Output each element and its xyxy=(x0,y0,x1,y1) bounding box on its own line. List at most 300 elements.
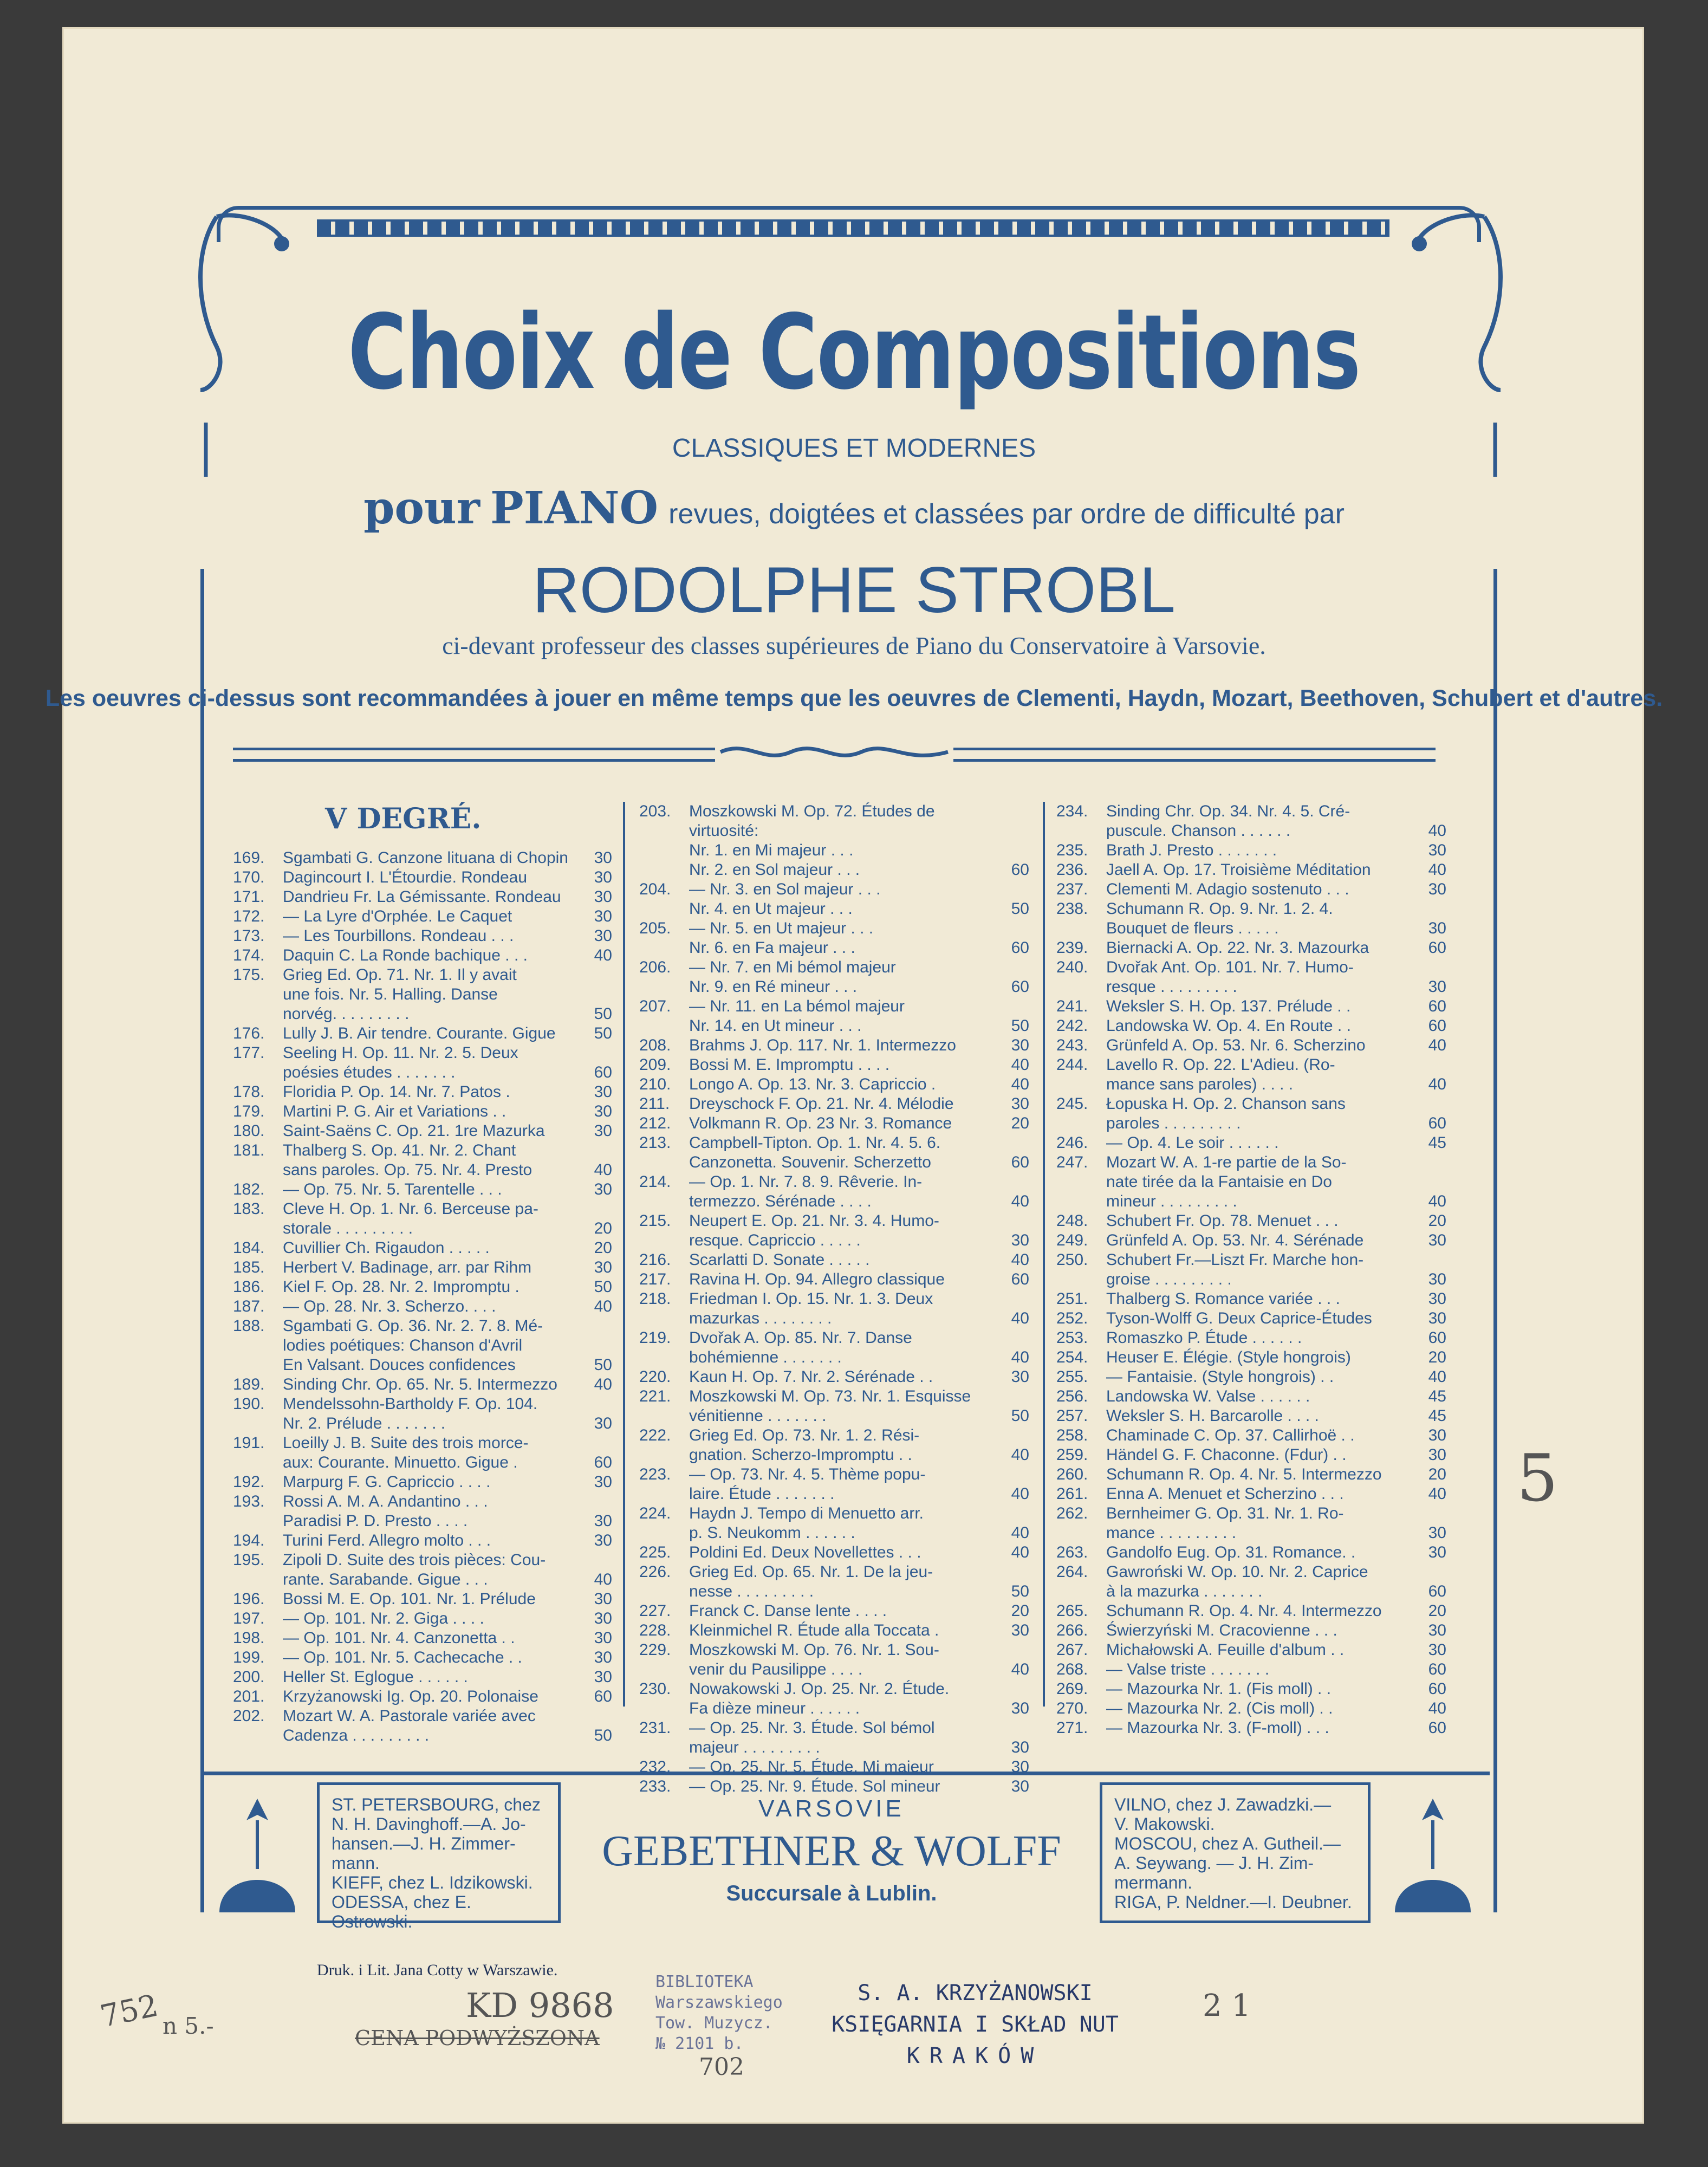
entry-number: 269. xyxy=(1056,1680,1088,1698)
entry-title: Świerzyński M. Cracovienne . . . xyxy=(1106,1621,1337,1639)
catalog-entry xyxy=(1056,997,1446,1016)
entry-number: 193. xyxy=(233,1493,265,1510)
agent-line: V. Makowski. xyxy=(1114,1814,1215,1834)
entry-price: 30 xyxy=(1428,1426,1446,1444)
entry-price xyxy=(997,1718,1029,1738)
catalog-entry xyxy=(639,1153,1029,1172)
entry-number xyxy=(1056,1114,1106,1133)
entry-title: Lully J. B. Air tendre. Courante. Gigue xyxy=(283,1024,556,1042)
catalog-entry xyxy=(1056,802,1446,821)
entry-price xyxy=(1414,1504,1446,1523)
column-separator-2 xyxy=(1043,802,1045,1707)
entry-price: 60 xyxy=(1011,978,1029,996)
entry-number: 190. xyxy=(233,1395,265,1413)
catalog-entry xyxy=(1056,1679,1446,1699)
entry-title: bohémienne . . . . . . . xyxy=(689,1348,842,1366)
catalog-entry xyxy=(639,1738,1029,1757)
entry-title: Daquin C. La Ronde bachique . . . xyxy=(283,946,528,964)
entry-number xyxy=(1056,1075,1106,1094)
entry-price: 40 xyxy=(1428,1699,1446,1717)
entry-number xyxy=(639,841,689,860)
entry-price: 45 xyxy=(1428,1407,1446,1425)
entry-title: Schubert Fr.—Liszt Fr. Marche hon- xyxy=(1106,1251,1364,1269)
entry-price: 45 xyxy=(1428,1134,1446,1152)
catalog-entry xyxy=(233,1024,612,1043)
entry-title: Enna A. Menuet et Scherzino . . . xyxy=(1106,1485,1344,1503)
entry-price: 30 xyxy=(1428,880,1446,898)
entry-price: 30 xyxy=(594,1102,612,1120)
entry-price: 40 xyxy=(1011,1192,1029,1210)
catalog-entry xyxy=(639,1465,1029,1484)
entry-number: 226. xyxy=(639,1563,671,1581)
entry-title: Nr. 4. en Ut majeur . . . xyxy=(689,900,853,918)
entry-title: — La Lyre d'Orphée. Le Caquet xyxy=(283,907,512,925)
entry-price: 30 xyxy=(1011,1621,1029,1639)
catalog-entry xyxy=(639,1114,1029,1133)
entry-title: mazurkas . . . . . . . . xyxy=(689,1309,832,1327)
entry-price: 30 xyxy=(594,1083,612,1101)
catalog-entry xyxy=(639,1289,1029,1309)
catalog-entry xyxy=(639,841,1029,860)
catalog-entry xyxy=(233,1043,612,1063)
handwritten-cena: CENA PODWYŻSZONA xyxy=(355,2026,600,2050)
entry-price xyxy=(580,1433,612,1453)
catalog-entry xyxy=(233,1414,612,1433)
entry-number xyxy=(639,1699,689,1718)
entry-title: Händel G. F. Chaconne. (Fdur) . . xyxy=(1106,1446,1347,1464)
entry-price xyxy=(1414,899,1446,919)
entry-number: 211. xyxy=(639,1095,670,1113)
entry-title: majeur . . . . . . . . . xyxy=(689,1738,820,1756)
entry-title: — Op. 101. Nr. 4. Canzonetta . . xyxy=(283,1629,515,1647)
catalog-entry xyxy=(639,1172,1029,1192)
catalog-entry xyxy=(1056,1387,1446,1406)
entry-number: 198. xyxy=(233,1629,265,1647)
entry-price: 20 xyxy=(1428,1212,1446,1230)
catalog-entry xyxy=(1056,899,1446,919)
catalog-entry xyxy=(1056,958,1446,977)
entry-number: 238. xyxy=(1056,900,1088,918)
entry-price xyxy=(1414,802,1446,821)
catalog-entry xyxy=(233,1219,612,1238)
entry-price: 30 xyxy=(594,1590,612,1608)
agent-line: KIEFF, chez L. Idzikowski. xyxy=(332,1873,533,1892)
entry-title: Turini Ferd. Allegro molto . . . xyxy=(283,1532,491,1549)
ornament-bar xyxy=(317,219,1389,237)
entry-number xyxy=(639,860,689,880)
catalog-entry xyxy=(1056,821,1446,841)
catalog-entry xyxy=(639,1426,1029,1445)
entry-title: — Op. 4. Le soir . . . . . . xyxy=(1106,1134,1279,1152)
entry-price xyxy=(997,1211,1029,1231)
entry-price xyxy=(580,1336,612,1355)
entry-title: Kaun H. Op. 7. Nr. 2. Sérénade . . xyxy=(689,1368,933,1386)
entry-price: 30 xyxy=(594,1512,612,1530)
entry-title: Bouquet de fleurs . . . . . xyxy=(1106,919,1279,937)
entry-price xyxy=(997,1426,1029,1445)
entry-price: 50 xyxy=(594,1005,612,1023)
entry-price: 30 xyxy=(594,1610,612,1627)
entry-title: laire. Étude . . . . . . . xyxy=(689,1485,835,1503)
tulip-ornament-left-icon xyxy=(209,1788,306,1918)
entry-title: Landowska W. Op. 4. En Route . . xyxy=(1106,1017,1351,1035)
entry-title: Longo A. Op. 13. Nr. 3. Capriccio . xyxy=(689,1075,936,1093)
catalog-entry xyxy=(1056,1426,1446,1445)
catalog-entry xyxy=(639,860,1029,880)
catalog-entry xyxy=(639,1699,1029,1718)
catalog-entry xyxy=(1056,919,1446,938)
subtitle: CLASSIQUES ET MODERNES xyxy=(672,434,1036,463)
entry-number xyxy=(233,1570,283,1589)
entry-price: 45 xyxy=(1428,1387,1446,1405)
catalog-entry xyxy=(233,1336,612,1355)
entry-number xyxy=(639,1348,689,1367)
handwritten-21: 2 1 xyxy=(1203,1988,1251,2023)
entry-number: 266. xyxy=(1056,1621,1088,1639)
entry-title: Moszkowski M. Op. 76. Nr. 1. Sou- xyxy=(689,1641,939,1659)
entry-number: 180. xyxy=(233,1122,265,1140)
entry-number: 177. xyxy=(233,1044,265,1062)
catalog-entry xyxy=(233,1004,612,1024)
entry-title: Biernacki A. Op. 22. Nr. 3. Mazourka xyxy=(1106,939,1369,957)
entry-number xyxy=(233,1160,283,1180)
entry-price: 60 xyxy=(1011,1270,1029,1288)
entry-number xyxy=(233,1511,283,1531)
entry-number xyxy=(233,1726,283,1746)
catalog-entry xyxy=(233,1238,612,1258)
entry-price: 30 xyxy=(1011,1036,1029,1054)
entry-title: gnation. Scherzo-Impromptu . . xyxy=(689,1446,912,1464)
entry-number: 172. xyxy=(233,907,265,925)
catalog-entry xyxy=(639,1328,1029,1348)
entry-price: 50 xyxy=(594,1727,612,1744)
entry-price: 50 xyxy=(594,1356,612,1374)
entry-title: Sgambati G. Op. 36. Nr. 2. 7. 8. Mé- xyxy=(283,1317,543,1335)
entry-price: 50 xyxy=(1011,1407,1029,1425)
catalog-entry xyxy=(1056,1582,1446,1601)
catalog-entry xyxy=(639,1192,1029,1211)
entry-title: groise . . . . . . . . . xyxy=(1106,1270,1232,1288)
entry-title: Canzonetta. Souvenir. Scherzetto xyxy=(689,1153,931,1171)
entry-price xyxy=(997,1679,1029,1699)
entry-price: 60 xyxy=(1428,1660,1446,1678)
entry-number: 243. xyxy=(1056,1036,1088,1054)
entry-number: 242. xyxy=(1056,1017,1088,1035)
catalog-entry xyxy=(233,1609,612,1629)
entry-price: 40 xyxy=(1428,861,1446,879)
entry-title: p. S. Neukomm . . . . . . xyxy=(689,1524,855,1542)
entry-title: Friedman I. Op. 15. Nr. 1. 3. Deux xyxy=(689,1290,933,1308)
footer-agents-left xyxy=(317,1782,561,1931)
catalog-entry xyxy=(1056,1328,1446,1348)
entry-price xyxy=(1414,1250,1446,1270)
entry-price: 40 xyxy=(594,1376,612,1393)
entry-number xyxy=(233,1063,283,1082)
degree-heading: V DEGRÉ. xyxy=(325,802,482,835)
entry-number xyxy=(639,1231,689,1250)
catalog-entry xyxy=(639,1133,1029,1153)
entry-title: Heuser E. Élégie. (Style hongrois) xyxy=(1106,1348,1351,1366)
entry-price: 40 xyxy=(1428,1368,1446,1386)
catalog-entry xyxy=(233,1726,612,1746)
entry-price: 60 xyxy=(1011,939,1029,957)
entry-title: Cadenza . . . . . . . . . xyxy=(283,1727,430,1744)
entry-title: Schumann R. Op. 9. Nr. 1. 2. 4. xyxy=(1106,900,1333,918)
entry-price: 30 xyxy=(594,1415,612,1432)
entry-number xyxy=(639,1406,689,1426)
publisher-block xyxy=(574,1782,1089,1923)
entry-number xyxy=(1056,1582,1106,1601)
piano-word: PIANO xyxy=(490,482,659,534)
catalog-entry xyxy=(1056,1055,1446,1075)
entry-number: 256. xyxy=(1056,1387,1088,1405)
entry-title: — Nr. 7. en Mi bémol majeur xyxy=(689,958,896,976)
entry-price xyxy=(1414,1055,1446,1075)
entry-title: Nr. 6. en Fa majeur . . . xyxy=(689,939,855,957)
catalog-entry xyxy=(1056,1699,1446,1718)
catalog-entry xyxy=(1056,938,1446,958)
entry-number: 268. xyxy=(1056,1660,1088,1678)
handwritten-702: 702 xyxy=(699,2053,744,2081)
entry-price: 60 xyxy=(1428,1680,1446,1698)
catalog-entry xyxy=(1056,1309,1446,1328)
entry-price: 30 xyxy=(1011,1368,1029,1386)
catalog-entry xyxy=(639,1504,1029,1523)
entry-price: 40 xyxy=(1011,1446,1029,1464)
catalog-entry xyxy=(233,868,612,887)
entry-price xyxy=(580,985,612,1004)
entry-number xyxy=(639,1016,689,1036)
entry-number: 264. xyxy=(1056,1563,1088,1581)
entry-number: 208. xyxy=(639,1036,671,1054)
entry-title: Schumann R. Op. 4. Nr. 4. Intermezzo xyxy=(1106,1602,1382,1620)
entry-title: — Op. 25. Nr. 3. Étude. Sol bémol xyxy=(689,1719,935,1737)
catalog-entry xyxy=(639,938,1029,958)
entry-price xyxy=(580,1550,612,1570)
entry-number: 184. xyxy=(233,1239,265,1257)
entry-title: — Op. 101. Nr. 5. Cachecache . . xyxy=(283,1649,522,1666)
entry-number xyxy=(1056,1192,1106,1211)
entry-price: 30 xyxy=(594,927,612,945)
entry-price xyxy=(1414,1094,1446,1114)
entry-number: 200. xyxy=(233,1668,265,1686)
entry-price: 30 xyxy=(594,1629,612,1647)
entry-title: Heller St. Eglogue . . . . . . xyxy=(283,1668,468,1686)
entry-number: 195. xyxy=(233,1551,265,1569)
entry-price: 60 xyxy=(1428,1017,1446,1035)
entry-title: — Op. 101. Nr. 2. Giga . . . . xyxy=(283,1610,484,1627)
catalog-entry xyxy=(1056,1231,1446,1250)
entry-title: Dvořak Ant. Op. 101. Nr. 7. Humo- xyxy=(1106,958,1354,976)
entry-number: 171. xyxy=(233,888,265,906)
entry-title: Thalberg S. Romance variée . . . xyxy=(1106,1290,1340,1308)
entry-price xyxy=(997,1562,1029,1582)
entry-number xyxy=(639,1445,689,1465)
entry-title: à la mazurka . . . . . . . xyxy=(1106,1582,1263,1600)
catalog-entry xyxy=(639,821,1029,841)
catalog-entry xyxy=(639,1679,1029,1699)
catalog-entry xyxy=(233,926,612,946)
entry-title: Moszkowski M. Op. 72. Études de xyxy=(689,802,935,820)
catalog-entry xyxy=(1056,1075,1446,1094)
entry-price: 40 xyxy=(1428,822,1446,840)
catalog-entry xyxy=(1056,1289,1446,1309)
printer-imprint: Druk. i Lit. Jana Cotty w Warszawie. xyxy=(317,1961,558,1979)
entry-number: 263. xyxy=(1056,1543,1088,1561)
catalog-entry xyxy=(639,1543,1029,1562)
entry-title: Dagincourt I. L'Étourdie. Rondeau xyxy=(283,868,528,886)
entry-title: une fois. Nr. 5. Halling. Danse xyxy=(283,985,498,1003)
entry-title: Brath J. Presto . . . . . . . xyxy=(1106,841,1277,859)
entry-title: aux: Courante. Minuetto. Gigue . xyxy=(283,1454,518,1471)
catalog-column-1 xyxy=(233,802,612,1746)
entry-price: 20 xyxy=(1011,1114,1029,1132)
catalog-entry xyxy=(1056,1718,1446,1738)
entry-price: 60 xyxy=(1011,861,1029,879)
entry-title: Bossi M. E. Op. 101. Nr. 1. Prélude xyxy=(283,1590,536,1608)
catalog-entry xyxy=(233,946,612,965)
entry-number: 194. xyxy=(233,1532,265,1549)
entry-price: 30 xyxy=(1011,1231,1029,1249)
entry-price: 50 xyxy=(594,1024,612,1042)
catalog-entry xyxy=(639,1231,1029,1250)
entry-price xyxy=(997,1465,1029,1484)
catalog-entry xyxy=(233,1629,612,1648)
entry-title: Nr. 2. Prélude . . . . . . . xyxy=(283,1415,446,1432)
recommendation-note: Les oeuvres ci-dessus sont recommandées à jouer en même temps que les oeuvres de Clementi, Haydn, Mozart, Beethoven, Schubert et d'autres. xyxy=(45,685,1663,711)
catalog-entry xyxy=(233,1063,612,1082)
entry-number: 217. xyxy=(639,1270,671,1288)
catalog-entry xyxy=(1056,1367,1446,1387)
entry-number: 241. xyxy=(1056,997,1088,1015)
entry-title: Bossi M. E. Impromptu . . . . xyxy=(689,1056,890,1074)
catalog-entry xyxy=(639,919,1029,938)
entry-number: 178. xyxy=(233,1083,265,1101)
entry-title: Neupert E. Op. 21. Nr. 3. 4. Humo- xyxy=(689,1212,939,1230)
agent-line: N. H. Davinghoff.—A. Jo- xyxy=(332,1814,526,1834)
entry-title: Seeling H. Op. 11. Nr. 2. 5. Deux xyxy=(283,1044,518,1062)
catalog-entry xyxy=(639,1016,1029,1036)
catalog-entry xyxy=(233,1199,612,1219)
entry-number: 209. xyxy=(639,1056,671,1074)
catalog-entry xyxy=(1056,1484,1446,1504)
catalog-entry xyxy=(1056,841,1446,860)
entry-price: 20 xyxy=(594,1219,612,1237)
catalog-entry xyxy=(1056,1640,1446,1660)
entry-title: — Fantaisie. (Style hongrois) . . xyxy=(1106,1368,1334,1386)
entry-price: 30 xyxy=(594,1473,612,1491)
catalog-entry xyxy=(639,1621,1029,1640)
library-stamp-line: Warszawskiego xyxy=(655,1993,783,2012)
catalog-entry xyxy=(639,1562,1029,1582)
entry-price xyxy=(580,965,612,985)
entry-title: — Nr. 5. en Ut majeur . . . xyxy=(689,919,874,937)
entry-title: Romaszko P. Étude . . . . . . xyxy=(1106,1329,1302,1347)
entry-price xyxy=(997,958,1029,977)
catalog-entry xyxy=(1056,1660,1446,1679)
catalog-entry xyxy=(233,1433,612,1453)
catalog-entry xyxy=(639,1367,1029,1387)
entry-number: 230. xyxy=(639,1680,671,1698)
entry-price xyxy=(580,1043,612,1063)
entry-price xyxy=(997,1133,1029,1153)
entry-title: Grieg Ed. Op. 65. Nr. 1. De la jeu- xyxy=(689,1563,933,1581)
entry-number xyxy=(639,899,689,919)
entry-title: Mozart W. A. 1-re partie de la So- xyxy=(1106,1153,1347,1171)
entry-number xyxy=(639,1738,689,1757)
catalog-entry xyxy=(639,1484,1029,1504)
entry-number xyxy=(1056,1270,1106,1289)
entry-title: Landowska W. Valse . . . . . . xyxy=(1106,1387,1310,1405)
catalog-entry xyxy=(639,899,1029,919)
entry-title: Nr. 14. en Ut mineur . . . xyxy=(689,1017,862,1035)
entry-number: 246. xyxy=(1056,1134,1088,1152)
entry-title: Sinding Chr. Op. 34. Nr. 4. 5. Cré- xyxy=(1106,802,1350,820)
entry-price: 30 xyxy=(1011,1699,1029,1717)
catalog-entry xyxy=(233,1668,612,1687)
entry-title: Saint-Saëns C. Op. 21. 1re Mazurka xyxy=(283,1122,545,1140)
entry-title: Kiel F. Op. 28. Nr. 2. Impromptu . xyxy=(283,1278,519,1296)
entry-price: 40 xyxy=(1428,1075,1446,1093)
catalog-entry xyxy=(639,802,1029,821)
entry-price: 30 xyxy=(594,849,612,867)
catalog-entry xyxy=(639,1523,1029,1543)
agent-line: mann. xyxy=(332,1853,380,1873)
entry-price: 40 xyxy=(1011,1075,1029,1093)
entry-number: 187. xyxy=(233,1297,265,1315)
entry-price xyxy=(997,997,1029,1016)
entry-number: 254. xyxy=(1056,1348,1088,1366)
entry-number: 175. xyxy=(233,966,265,984)
entry-title: Ravina H. Op. 94. Allegro classique xyxy=(689,1270,945,1288)
entry-price xyxy=(1414,1172,1446,1192)
entry-number: 262. xyxy=(1056,1504,1088,1522)
entry-number: 182. xyxy=(233,1180,265,1198)
author-name: RODOLPHE STROBL xyxy=(532,554,1176,626)
agent-line: hansen.—J. H. Zimmer- xyxy=(332,1834,516,1853)
entry-title: Łopuska H. Op. 2. Chanson sans xyxy=(1106,1095,1346,1113)
catalog-entry xyxy=(1056,1445,1446,1465)
entry-number: 201. xyxy=(233,1688,265,1705)
entry-title: mineur . . . . . . . . . xyxy=(1106,1192,1237,1210)
entry-title: termezzo. Sérénade . . . . xyxy=(689,1192,872,1210)
entry-price: 60 xyxy=(1011,1153,1029,1171)
catalog-entry xyxy=(233,1511,612,1531)
entry-price xyxy=(997,1387,1029,1406)
shop-stamp-line: S. A. KRZYŻANOWSKI xyxy=(858,1981,1093,2006)
entry-price: 60 xyxy=(1428,939,1446,957)
entry-number: 225. xyxy=(639,1543,671,1561)
entry-price: 20 xyxy=(1428,1602,1446,1620)
entry-title: Dvořak A. Op. 85. Nr. 7. Danse xyxy=(689,1329,912,1347)
catalog-entry xyxy=(639,1036,1029,1055)
catalog-entry xyxy=(639,1406,1029,1426)
catalog-entry xyxy=(233,1570,612,1589)
entry-price xyxy=(580,1316,612,1336)
catalog-entry xyxy=(639,1309,1029,1328)
entry-number xyxy=(639,1309,689,1328)
entry-title: Mozart W. A. Pastorale variée avec xyxy=(283,1707,536,1725)
catalog-entry xyxy=(639,977,1029,997)
entry-price: 30 xyxy=(1011,1758,1029,1776)
entry-title: Fa dièze mineur . . . . . . xyxy=(689,1699,860,1717)
entry-title: Campbell-Tipton. Op. 1. Nr. 4. 5. 6. xyxy=(689,1134,941,1152)
entry-number xyxy=(639,1153,689,1172)
entry-number: 222. xyxy=(639,1426,671,1444)
entry-price: 40 xyxy=(1428,1485,1446,1503)
entry-number xyxy=(233,1004,283,1024)
entry-number: 244. xyxy=(1056,1056,1088,1074)
